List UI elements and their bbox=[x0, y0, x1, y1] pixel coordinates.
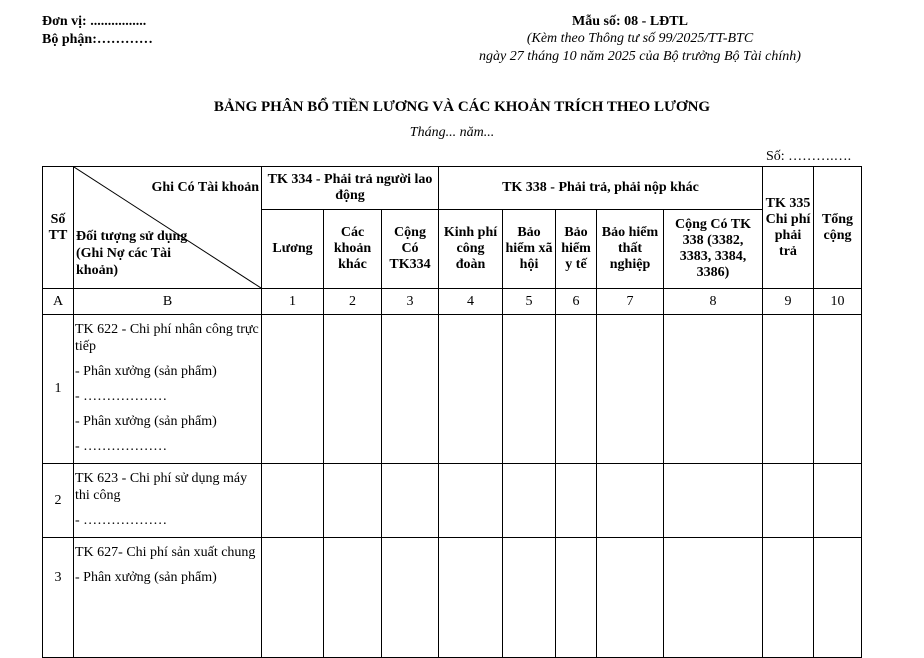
index-cell: 3 bbox=[382, 289, 439, 315]
group-tk338: TK 338 - Phải trả, phải nộp khác bbox=[439, 167, 763, 210]
row-description bbox=[74, 315, 262, 464]
value-cell bbox=[324, 464, 382, 538]
header-salary: Lương bbox=[262, 210, 324, 289]
value-cell bbox=[763, 464, 814, 538]
group-tk334: TK 334 - Phải trả người lao động bbox=[262, 167, 439, 210]
period: Tháng... năm... bbox=[409, 125, 495, 140]
value-cell bbox=[262, 538, 324, 658]
header-total-334: Cộng Có TK334 bbox=[382, 210, 439, 289]
department-field: Bộ phận:………… bbox=[42, 32, 153, 47]
header-social-insurance: Bảo hiểm xã hội bbox=[503, 210, 556, 289]
document-number: Số: ……….…. bbox=[766, 149, 852, 164]
value-cell bbox=[324, 538, 382, 658]
debit-object-label: Đối tượng sử dụng (Ghi Nợ các Tài khoản) bbox=[76, 229, 188, 278]
value-cell bbox=[324, 315, 382, 464]
row-number: 3 bbox=[43, 538, 74, 658]
desc-line: - Phân xưởng (sản phẩm) bbox=[75, 570, 217, 585]
table-row bbox=[43, 538, 862, 658]
value-cell bbox=[597, 538, 664, 658]
row-number: 2 bbox=[43, 464, 74, 538]
value-cell bbox=[556, 315, 597, 464]
value-cell bbox=[814, 315, 862, 464]
value-cell bbox=[439, 538, 503, 658]
header-health-insurance: Bảo hiểm y tế bbox=[556, 210, 597, 289]
value-cell bbox=[664, 538, 763, 658]
row-number: 1 bbox=[43, 315, 74, 464]
index-cell: 6 bbox=[556, 289, 597, 315]
desc-line: - ……………… bbox=[75, 439, 168, 454]
value-cell bbox=[382, 464, 439, 538]
desc-line: TK 623 - Chi phí sử dụng máy thi công bbox=[75, 471, 248, 503]
value-cell bbox=[503, 538, 556, 658]
index-cell: 9 bbox=[763, 289, 814, 315]
index-cell: 5 bbox=[503, 289, 556, 315]
value-cell bbox=[763, 538, 814, 658]
desc-line: - ……………… bbox=[75, 389, 168, 404]
credit-account-label: Ghi Có Tài khoản bbox=[151, 180, 259, 195]
index-cell: 2 bbox=[324, 289, 382, 315]
header-union-fee: Kinh phí công đoàn bbox=[439, 210, 503, 289]
header-other: Các khoản khác bbox=[324, 210, 382, 289]
header-tk335: TK 335 Chi phí phải trả bbox=[763, 167, 814, 289]
value-cell bbox=[763, 315, 814, 464]
value-cell bbox=[262, 315, 324, 464]
header-unemployment-insurance: Bảo hiểm thất nghiệp bbox=[597, 210, 664, 289]
index-cell: A bbox=[43, 289, 74, 315]
allocation-table bbox=[42, 166, 862, 658]
desc-line: TK 622 - Chi phí nhân công trực tiếp bbox=[75, 322, 259, 354]
unit-field: Đơn vị: ................ bbox=[42, 14, 147, 29]
header-total: Tổng cộng bbox=[814, 167, 862, 289]
index-cell: 8 bbox=[664, 289, 763, 315]
page-title: BẢNG PHÂN BỔ TIỀN LƯƠNG VÀ CÁC KHOẢN TRÍCH THEO LƯƠNG bbox=[213, 99, 711, 115]
value-cell bbox=[382, 315, 439, 464]
desc-line: TK 627- Chi phí sản xuất chung bbox=[75, 545, 256, 560]
value-cell bbox=[814, 464, 862, 538]
value-cell bbox=[597, 315, 664, 464]
value-cell bbox=[439, 464, 503, 538]
table-row bbox=[43, 464, 862, 538]
value-cell bbox=[503, 315, 556, 464]
row-description bbox=[74, 464, 262, 538]
index-cell: 7 bbox=[597, 289, 664, 315]
row-description bbox=[74, 538, 262, 658]
value-cell bbox=[556, 464, 597, 538]
table-row bbox=[43, 315, 862, 464]
desc-line: - ……………… bbox=[75, 513, 168, 528]
value-cell bbox=[814, 538, 862, 658]
desc-line: - Phân xưởng (sản phẩm) bbox=[75, 414, 217, 429]
value-cell bbox=[597, 464, 664, 538]
header-diagonal bbox=[74, 167, 262, 289]
value-cell bbox=[503, 464, 556, 538]
header-stt: Số TT bbox=[43, 167, 74, 289]
value-cell bbox=[664, 464, 763, 538]
index-cell: 10 bbox=[814, 289, 862, 315]
value-cell bbox=[262, 464, 324, 538]
issued-date: ngày 27 tháng 10 năm 2025 của Bộ trưởng Bộ Tài chính) bbox=[479, 49, 801, 64]
index-cell: B bbox=[74, 289, 262, 315]
value-cell bbox=[556, 538, 597, 658]
desc-line: - Phân xưởng (sản phẩm) bbox=[75, 364, 217, 379]
form-number: Mẫu số: 08 - LĐTL bbox=[572, 14, 688, 29]
index-cell: 4 bbox=[439, 289, 503, 315]
circular-reference: (Kèm theo Thông tư số 99/2025/TT-BTC bbox=[526, 31, 754, 46]
header-total-338: Cộng Có TK 338 (3382, 3383, 3384, 3386) bbox=[664, 210, 763, 289]
index-row bbox=[43, 289, 862, 315]
value-cell bbox=[664, 315, 763, 464]
value-cell bbox=[439, 315, 503, 464]
index-cell: 1 bbox=[262, 289, 324, 315]
value-cell bbox=[382, 538, 439, 658]
